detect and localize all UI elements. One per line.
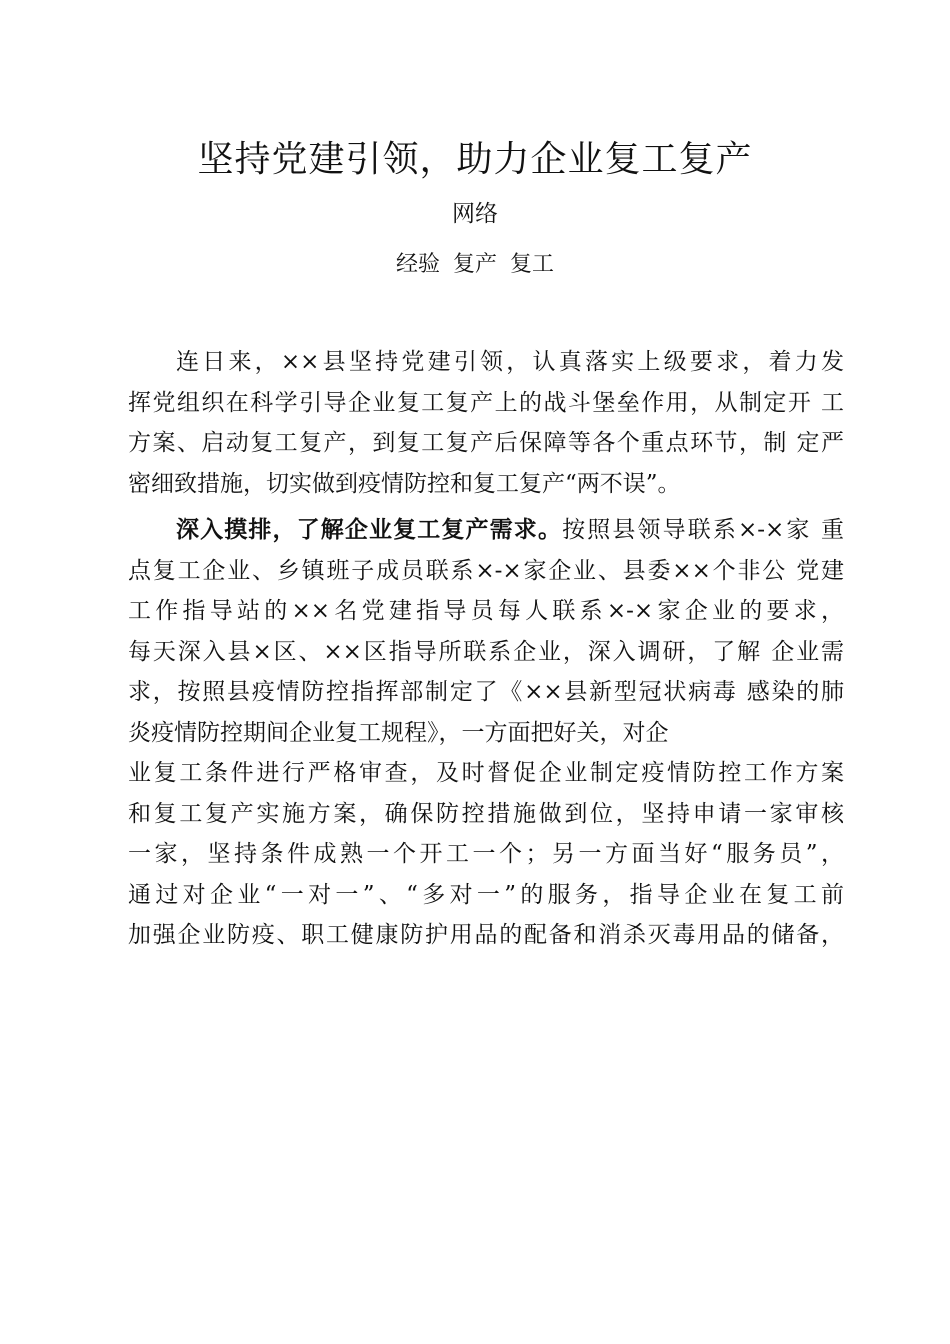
document-body [128, 342, 844, 956]
document-author: 网络 [452, 201, 498, 227]
text-line: 密细致措施，切实做到疫情防控和复工复产“两不误”。 [128, 470, 681, 497]
text-line [128, 510, 844, 551]
text-line: 炎疫情防控期间企业复工规程》，一方面把好关，对企 [128, 719, 669, 746]
section-heading: 深入摸排，了解企业复工复产需求。 [176, 517, 563, 543]
text-line: 每天深入县×区、××区指导所联系企业，深入调研，了解 企业需 [128, 638, 844, 665]
text-line: 求，按照县疫情防控指挥部制定了《××县新型冠状病毒 感染的肺 [128, 679, 844, 705]
text-line: 一家，坚持条件成熟一个开工一个；另一方面当好“服务员”， [128, 841, 844, 867]
text-line: 工作指导站的××名党建指导员每人联系×-×家企业的要求， [128, 598, 844, 624]
document-keywords: 经验 复产 复工 [396, 252, 554, 277]
document-title: 坚持党建引领，助力企业复工复产 [197, 139, 753, 180]
text-line: 连日来，××县坚持党建引领，认真落实上级要求，着力发 [176, 349, 844, 375]
text-line: 方案、启动复工复产，到复工复产后保障等各个重点环节，制 定严 [128, 430, 844, 456]
text-line: 挥党组织在科学引导企业复工复产上的战斗堡垒作用，从制定开 工 [128, 389, 844, 416]
text-line: 加强企业防疫、职工健康防护用品的配备和消杀灭毒用品的储备， [128, 922, 844, 948]
text-line-rest: 按照县领导联系×-×家 重 [562, 517, 844, 543]
paragraph-1 [128, 342, 844, 504]
paragraph-2 [128, 510, 844, 956]
text-line: 通过对企业“一对一”、“多对一”的服务，指导企业在复工前 [128, 881, 844, 908]
text-line: 业复工条件进行严格审查，及时督促企业制定疫情防控工作方案 [128, 760, 844, 786]
text-line: 和复工复产实施方案，确保防控措施做到位，坚持申请一家审核 [128, 800, 844, 827]
text-line: 点复工企业、乡镇班子成员联系×-×家企业、县委××个非公 党建 [128, 557, 844, 584]
